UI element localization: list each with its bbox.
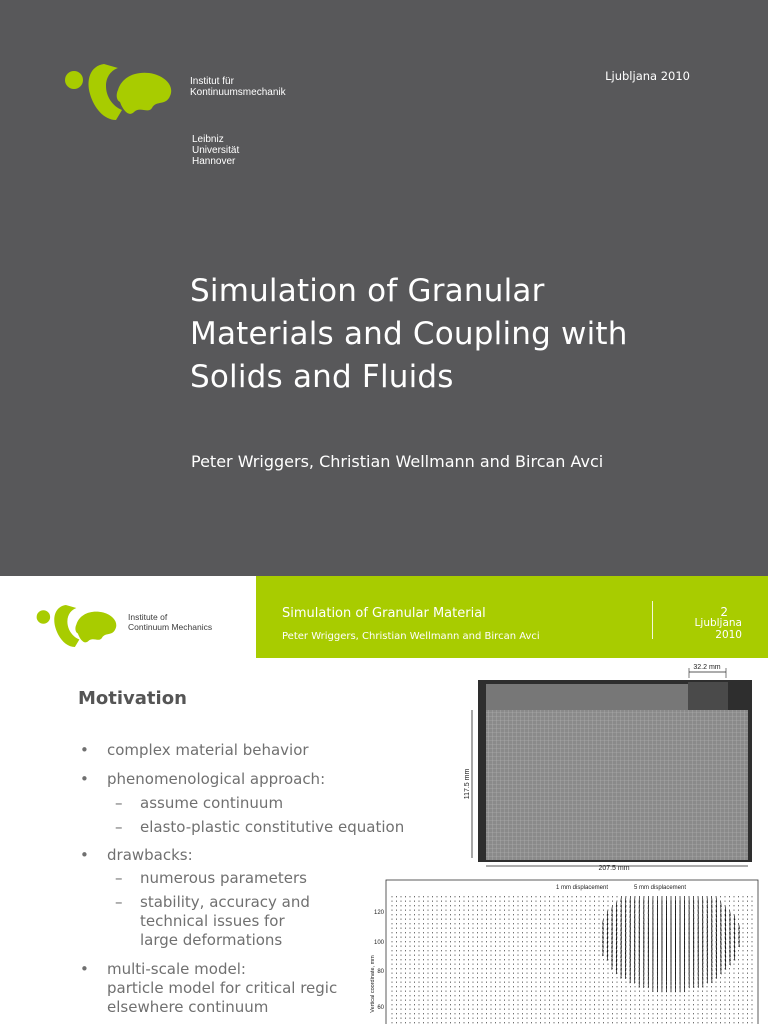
institute-line: Institut für [190, 76, 234, 87]
sub-bullet-text: elasto-plastic constitutive equation [140, 818, 405, 836]
title-line: Solids and Fluids [190, 359, 454, 395]
sub-bullet-item [115, 893, 310, 950]
title-line: Materials and Coupling with [190, 316, 628, 352]
y-tick: 80 [377, 969, 384, 975]
bullet-marker: • [80, 741, 89, 759]
institute-line: Institute of [128, 612, 168, 622]
vector-field [392, 896, 752, 1023]
legend-5mm: 5 mm displacement [633, 885, 687, 891]
institute-name [128, 613, 212, 632]
bullet-text: particle model for critical regic [107, 979, 338, 997]
university-line: Universität [192, 145, 240, 156]
legend-1mm: 1 mm displacement [555, 885, 609, 891]
university-line: Hannover [192, 156, 236, 167]
institute-name [190, 76, 286, 98]
sub-bullet-item [115, 869, 307, 888]
dash-marker: – [115, 794, 123, 812]
bullet-text: multi-scale model: [107, 960, 246, 978]
bullet-item [80, 741, 309, 760]
bullet-marker: • [80, 770, 89, 788]
header-authors: Peter Wriggers, Christian Wellmann and Bircan Avci [282, 631, 540, 642]
sub-bullet-text: large deformations [140, 931, 283, 949]
header-divider [652, 601, 653, 639]
sub-bullet-text: technical issues for [140, 912, 285, 930]
presentation-date: Ljubljana 2010 [605, 69, 690, 83]
institute-line: Continuum Mechanics [128, 621, 213, 632]
slide-heading: Motivation [78, 688, 187, 709]
experiment-photo [464, 660, 756, 870]
y-tick: 120 [373, 910, 384, 916]
header-location: Ljubljana [694, 617, 742, 629]
university-name [192, 134, 239, 167]
presentation-authors: Peter Wriggers, Christian Wellmann and Bircan Avci [191, 452, 604, 471]
presentation-title [190, 270, 710, 399]
title-line: Simulation of Granular [190, 273, 545, 309]
bullet-item [80, 846, 193, 865]
top-dimension-label: 32.2 mm [693, 664, 721, 671]
bullet-text: complex material behavior [107, 741, 309, 759]
bullet-marker: • [80, 846, 89, 864]
header-year: 2010 [715, 629, 742, 641]
y-tick: 100 [373, 940, 384, 946]
side-dimension-label: 117.5 mm [464, 768, 471, 800]
y-axis-label: Vertical coordinate, mm [370, 955, 376, 1013]
sub-bullet-text: numerous parameters [140, 869, 307, 887]
bullet-item [80, 960, 338, 1017]
bottom-dimension-label: 207.5 mm [598, 865, 630, 870]
displacement-field-figure [370, 874, 760, 1024]
sub-bullet-item [115, 794, 284, 813]
bullet-text: elsewhere continuum [107, 998, 269, 1016]
dash-marker: – [115, 893, 123, 911]
slide-header [256, 576, 768, 658]
bullet-item [80, 770, 326, 789]
institute-line: Kontinuumsmechanik [190, 87, 286, 98]
indenter-block [688, 682, 728, 710]
header-title: Simulation of Granular Material [282, 606, 486, 621]
ikm-logo-icon [60, 60, 175, 124]
bullet-marker: • [80, 960, 89, 978]
bullet-text: drawbacks: [107, 846, 193, 864]
specimen-grid [486, 710, 748, 860]
dash-marker: – [115, 818, 123, 836]
photo-top-region [486, 684, 688, 710]
university-line: Leibniz [192, 134, 224, 145]
sub-bullet-item [115, 818, 405, 837]
y-tick: 60 [377, 1005, 384, 1011]
sub-bullet-text: assume continuum [140, 794, 284, 812]
dash-marker: – [115, 869, 123, 887]
page-number: 2 [720, 605, 728, 619]
sub-bullet-text: stability, accuracy and [140, 893, 310, 911]
bullet-text: phenomenological approach: [107, 770, 326, 788]
ikm-logo-icon [30, 602, 122, 650]
